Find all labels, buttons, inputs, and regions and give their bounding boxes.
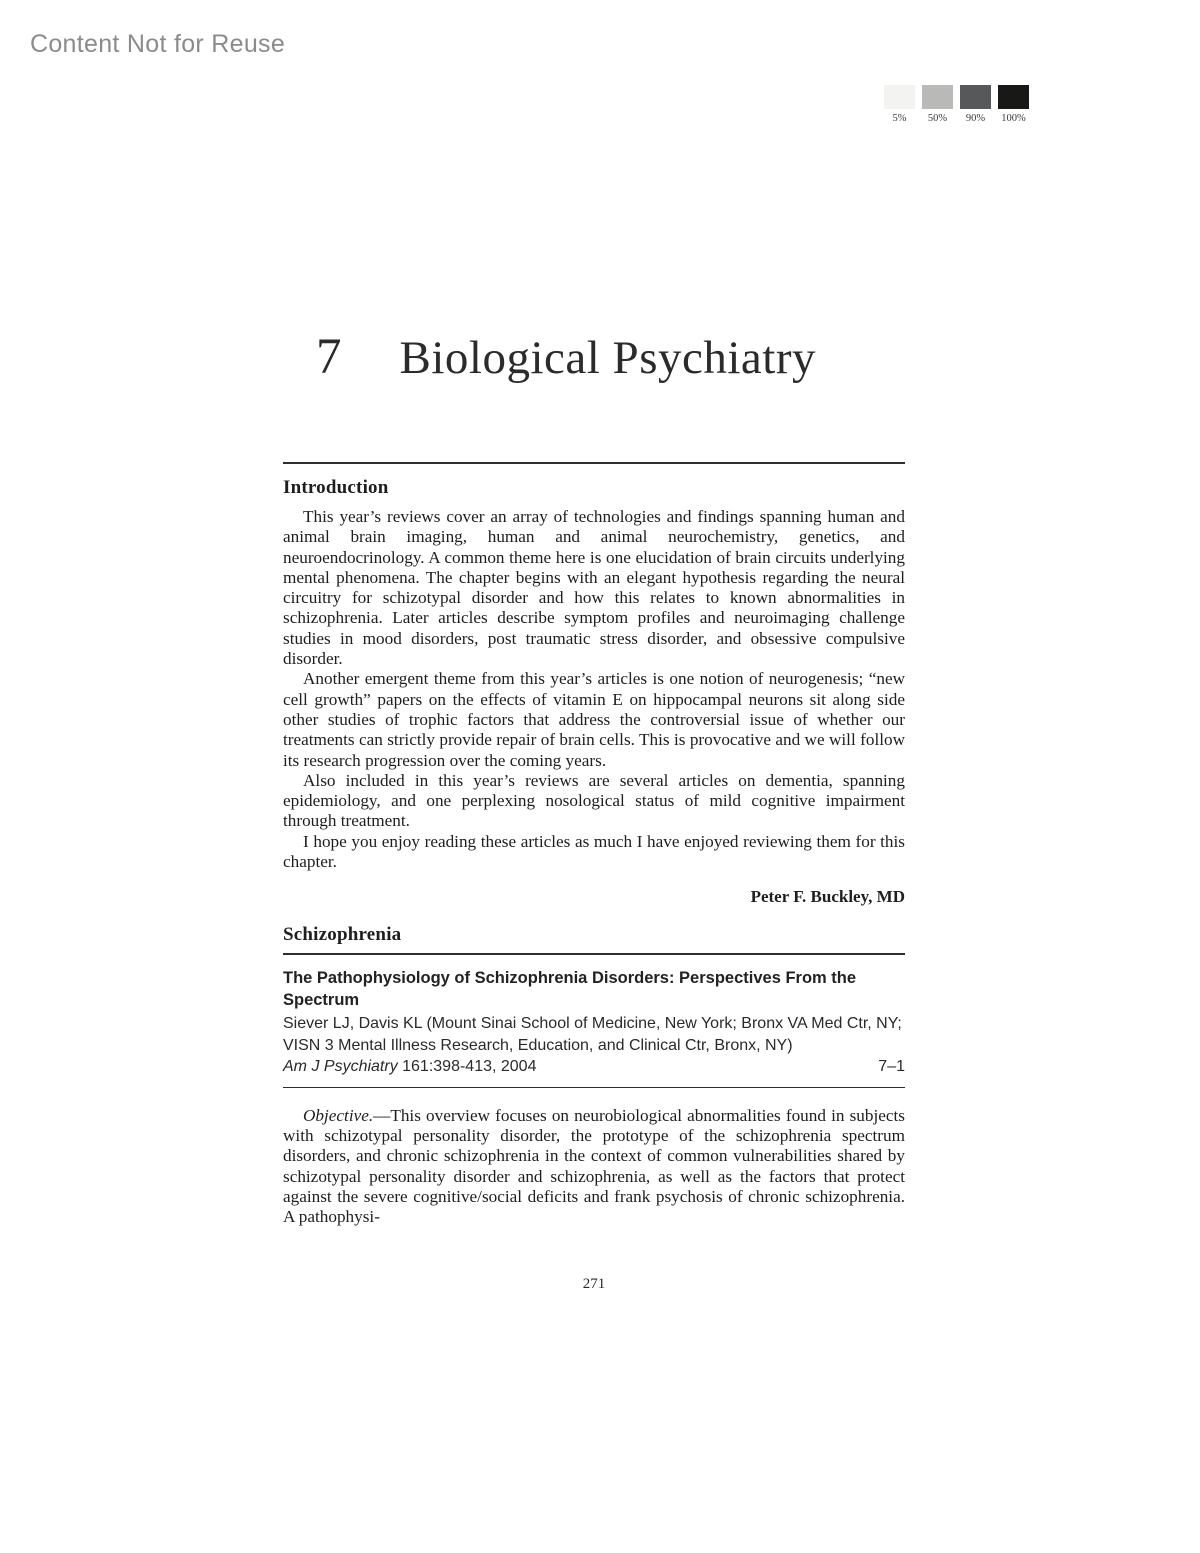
chapter-heading xyxy=(283,328,905,386)
chapter-number: 7 xyxy=(316,329,342,385)
swatch-label: 90% xyxy=(965,113,986,124)
journal-name: Am J Psychiatry xyxy=(283,1058,398,1076)
calibration-swatch xyxy=(998,85,1029,124)
article-ref-number: 7–1 xyxy=(878,1058,905,1076)
watermark-text: Content Not for Reuse xyxy=(30,30,286,58)
swatch-label: 5% xyxy=(892,113,907,124)
introduction-heading: Introduction xyxy=(283,477,389,498)
swatch-chip-90 xyxy=(960,85,991,109)
schizophrenia-rule xyxy=(283,953,905,955)
citation-detail: 161:398-413, 2004 xyxy=(397,1058,537,1076)
swatch-chip-100 xyxy=(998,85,1029,109)
article-title: The Pathophysiology of Schizophrenia Disorders: Perspectives From the Spectrum xyxy=(283,969,857,1010)
intro-paragraph-4: I hope you enjoy reading these articles as much I have enjoyed reviewing them for this chapter. xyxy=(283,831,905,872)
swatch-chip-50 xyxy=(922,85,953,109)
article-citation xyxy=(283,1056,905,1078)
calibration-swatch xyxy=(922,85,953,124)
swatch-label: 50% xyxy=(927,113,948,124)
schizophrenia-heading: Schizophrenia xyxy=(283,924,402,946)
chapter-title: Biological Psychiatry xyxy=(399,332,816,384)
page-number: 271 xyxy=(582,1275,606,1292)
swatch-label: 100% xyxy=(1001,113,1026,124)
author-byline: Peter F. Buckley, MD xyxy=(750,887,905,907)
abstract-paragraph xyxy=(283,1106,905,1228)
intro-paragraph-2: Another emergent theme from this year’s articles is one notion of neurogenesis; “new cell growth” papers on the effects of vitamin E on hippocampal neurons sit along side other studies of trophic factors that address the controversial issue of whether our treatments can strictly provide repair of brain cells. This is provocative and we will follow its research progression over the coming years. xyxy=(283,669,905,770)
grayscale-calibration-bar xyxy=(884,85,1029,124)
calibration-swatch xyxy=(960,85,991,124)
citation-rule xyxy=(283,1087,905,1088)
article-authors: Siever LJ, Davis KL (Mount Sinai School of Medicine, New York; Bronx VA Med Ctr, NY; VISN 3 Mental Illness Research, Education, and Clinical Ctr, Bronx, NY) xyxy=(283,1015,902,1054)
abstract-text: —This overview focuses on neurobiological abnormalities found in subjects with schizotypal personality disorder, the prototype of the schizophrenia spectrum disorders, and chronic schizophrenia in the context of common vulnerabilities shared by schizotypal personality disorder and schizophrenia, as well as the factors that protect against the severe cognitive/social deficits and frank psychosis of chronic schizophrenia. A pathophysi- xyxy=(283,1105,905,1227)
abstract-lead: Objective. xyxy=(303,1105,374,1125)
text-column xyxy=(283,0,905,1293)
intro-top-rule xyxy=(283,462,905,464)
intro-paragraph-3: Also included in this year’s reviews are several articles on dementia, spanning epidemiology, and one perplexing nosological status of mild cognitive impairment through treatment. xyxy=(283,770,905,831)
intro-paragraph-1: This year’s reviews cover an array of technologies and findings spanning human and animal brain imaging, human and animal neurochemistry, genetics, and neuroendocrinology. A common theme here is one elucidation of brain circuits underlying mental phenomena. The chapter begins with an elegant hypothesis regarding the neural circuitry for schizotypal disorder and how this relates to known abnormalities in schizophrenia. Later articles describe symptom profiles and neuroimaging challenge studies in mood disorders, post traumatic stress disorder, and obsessive compulsive disorder. xyxy=(283,507,905,669)
